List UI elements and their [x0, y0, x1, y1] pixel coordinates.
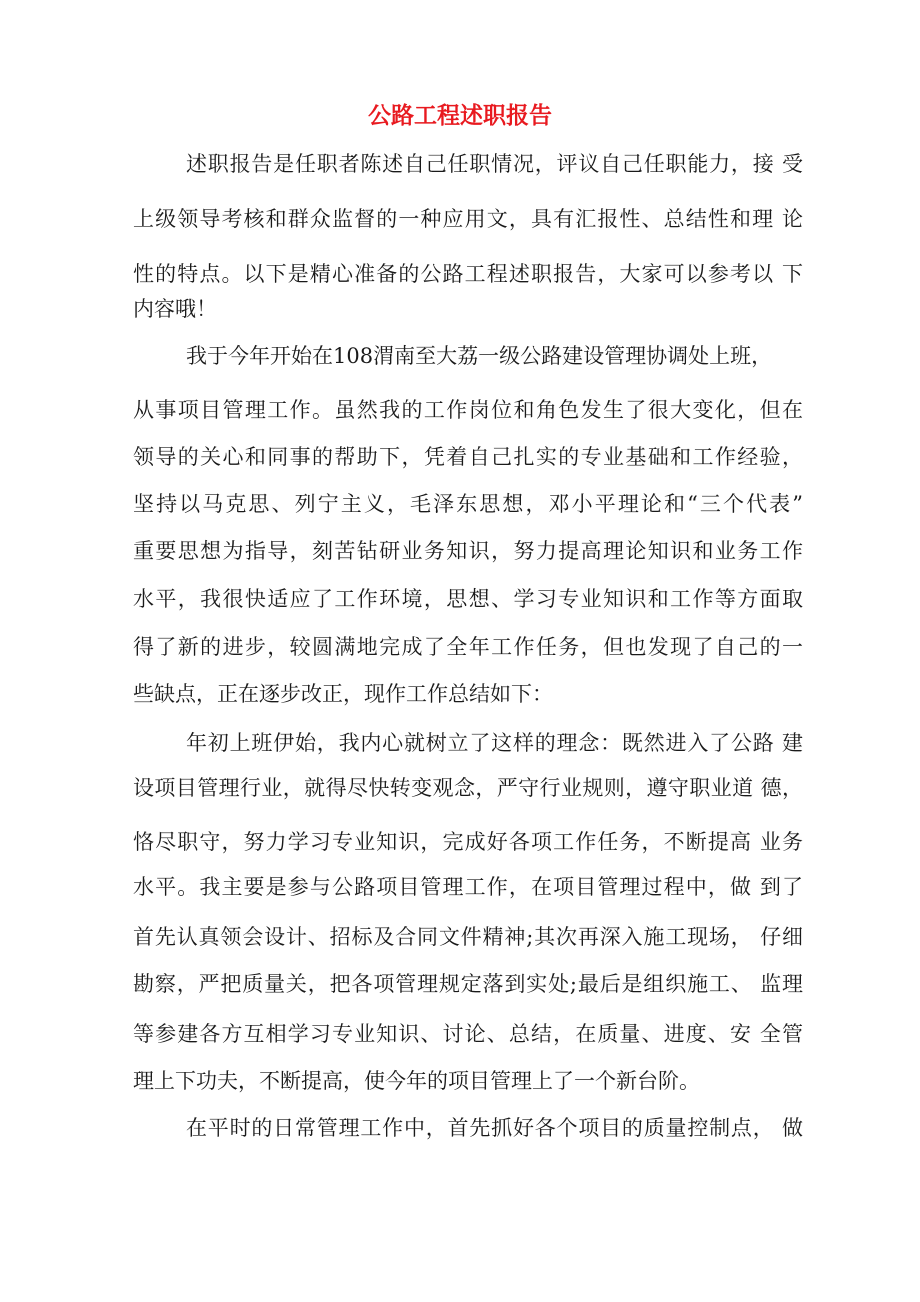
paragraph-line: 坚持以马克思、列宁主义，毛泽东思想，邓小平理论和“三个代表” — [133, 492, 803, 516]
paragraph-line: 设项目管理行业，就得尽快转变观念，严守行业规则，遵守职业道 德， — [133, 776, 803, 800]
paragraph-line: 恪尽职守，努力学习专业知识，完成好各项工作任务，不断提高 业务 — [133, 830, 803, 854]
paragraph-line: 理上下功夫，不断提高，使今年的项目管理上了一个新台阶。 — [133, 1069, 700, 1093]
paragraph-line: 述职报告是任职者陈述自己任职情况，评议自己任职能力，接 受 — [186, 152, 803, 176]
paragraph-line: 些缺点，正在逐步改正，现作工作总结如下： — [133, 682, 553, 706]
paragraph-line: 等参建各方互相学习专业知识、讨论、总结，在质量、进度、安 全管 — [133, 1022, 803, 1046]
paragraph-line: 领导的关心和同事的帮助下，凭着自己扎实的专业基础和工作经验， — [133, 445, 803, 469]
paragraph-line: 从事项目管理工作。虽然我的工作岗位和角色发生了很大变化，但在 — [133, 398, 803, 422]
page-title: 公路工程述职报告 — [368, 103, 552, 129]
paragraph-line: 上级领导考核和群众监督的一种应用文，具有汇报性、总结性和理 论 — [133, 207, 803, 231]
paragraph-line: 年初上班伊始，我内心就树立了这样的理念：既然进入了公路 建 — [186, 731, 803, 755]
paragraph-line: 首先认真领会设计、招标及合同文件精神;其次再深入施工现场， 仔细 — [133, 925, 803, 949]
paragraph-line: 内容哦！ — [133, 297, 217, 321]
paragraph-line: 得了新的进步，较圆满地完成了全年工作任务，但也发现了自己的一 — [133, 635, 803, 659]
paragraph-line: 性的特点。以下是精心准备的公路工程述职报告，大家可以参考以 下 — [133, 262, 803, 286]
paragraph-line: 水平，我很快适应了工作环境，思想、学习专业知识和工作等方面取 — [133, 587, 803, 611]
paragraph-line: 在平时的日常管理工作中，首先抓好各个项目的质量控制点， 做 — [186, 1116, 803, 1140]
paragraph-line: 勘察，严把质量关，把各项管理规定落到实处;最后是组织施工、 监理 — [133, 972, 803, 996]
paragraph-line: 我于今年开始在108渭南至大荔一级公路建设管理协调处上班， — [186, 344, 773, 368]
paragraph-line: 重要思想为指导，刻苦钻研业务知识，努力提高理论知识和业务工作 — [133, 539, 803, 563]
paragraph-line: 水平。我主要是参与公路项目管理工作，在项目管理过程中，做 到了 — [133, 875, 803, 899]
